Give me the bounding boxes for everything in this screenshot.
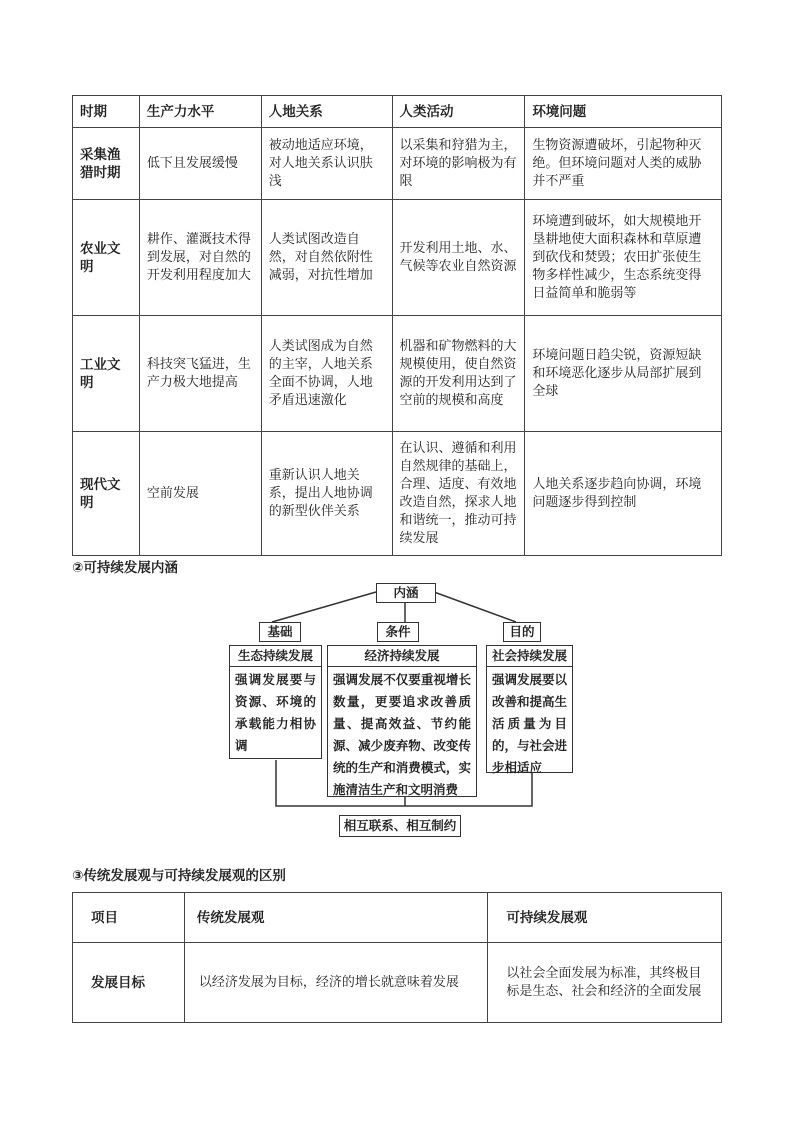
social-box-title: 社会持续发展 (487, 646, 572, 667)
ecological-box-title: 生态持续发展 (230, 646, 321, 667)
table-cell: 生物资源遭破坏，引起物种灭绝。但环境问题对人类的威胁并不严重 (525, 128, 722, 200)
economic-box-body: 强调发展不仅要重视增长数量，更要追求改善质量、提高效益、节约能源、减少废弃物、改变传统的生产和消费模式，实施清洁生产和文明消费 (333, 672, 471, 797)
table-cell: 空前发展 (139, 432, 261, 556)
header-productivity: 生产力水平 (139, 96, 261, 128)
table-cell: 低下且发展缓慢 (139, 128, 261, 200)
table-cell: 人类试图成为自然的主宰，人地关系全面不协调，人地矛盾迅速激化 (261, 316, 392, 432)
header-environment: 环境问题 (525, 96, 722, 128)
section-title-connotation: ②可持续发展内涵 (72, 560, 178, 576)
table-cell: 人地关系逐步趋向协调，环境问题逐步得到控制 (525, 432, 722, 556)
economic-box-title: 经济持续发展 (328, 646, 476, 667)
header-traditional: 传统发展观 (184, 893, 487, 943)
period-cell: 采集渔猎时期 (73, 128, 140, 200)
table-cell: 环境遭到破坏，如大规模地开垦耕地使大面积森林和草原遭到砍伐和焚毁；农田扩张使生物多样性减少，生态系统变得日益简单和脆弱等 (525, 200, 722, 316)
table-cell: 开发利用土地、水、气候等农业自然资源 (392, 200, 525, 316)
table-cell: 被动地适应环境，对人地关系认识肤浅 (261, 128, 392, 200)
section-title-comparison: ③传统发展观与可持续发展观的区别 (72, 868, 286, 884)
social-box-body: 强调发展要以改善和提高生活质量为目的，与社会进步相适应 (492, 672, 568, 775)
period-cell: 现代文明 (73, 432, 140, 556)
header-period: 时期 (73, 96, 140, 128)
diagram-root-label: 内涵 (376, 583, 436, 603)
table-header-row (73, 893, 722, 943)
connector-root-left (272, 592, 376, 622)
table-cell: 环境问题日趋尖锐，资源短缺和环境恶化逐步从局部扩展到全球 (525, 316, 722, 432)
economic-sustainability-box (327, 645, 477, 797)
table-row (73, 943, 722, 1023)
header-sustainable: 可持续发展观 (488, 893, 722, 943)
table-cell: 科技突飞猛进，生产力极大地提高 (139, 316, 261, 432)
header-human-land: 人地关系 (261, 96, 392, 128)
table-cell: 机器和矿物燃料的大规模使用，使自然资源的开发利用达到了空前的规模和高度 (392, 316, 525, 432)
social-sustainability-box (486, 645, 573, 773)
table-cell: 在认识、遵循和利用自然规律的基础上，合理、适度、有效地改造自然，探求人地和谐统一，推动可持续发展 (392, 432, 525, 556)
diagram-label-condition: 条件 (377, 622, 419, 642)
table-cell: 人类试图改造自然，对自然依附性减弱，对抗性增加 (261, 200, 392, 316)
table-cell: 重新认识人地关系，提出人地协调的新型伙伴关系 (261, 432, 392, 556)
table-cell: 以经济发展为目标，经济的增长就意味着发展 (184, 943, 487, 1023)
period-cell: 工业文明 (73, 316, 140, 432)
diagram-bottom-label: 相互联系、相互制约 (339, 815, 461, 837)
connector-root-right (434, 592, 516, 622)
ecological-box-body: 强调发展要与资源、环境的承载能力相协调 (235, 672, 316, 753)
diagram-label-basis: 基础 (259, 622, 301, 642)
diagram-label-goal: 目的 (503, 622, 541, 642)
header-item: 项目 (73, 893, 185, 943)
development-views-table (72, 892, 722, 1023)
ecological-sustainability-box (229, 645, 322, 759)
table-cell: 以社会全面发展为标准，其终极目标是生态、社会和经济的全面发展 (488, 943, 722, 1023)
period-cell: 农业文明 (73, 200, 140, 316)
header-human-activity: 人类活动 (392, 96, 525, 128)
item-cell: 发展目标 (73, 943, 185, 1023)
table-cell: 耕作、灌溉技术得到发展，对自然的开发利用程度加大 (139, 200, 261, 316)
table-cell: 以采集和狩猎为主，对环境的影响极为有限 (392, 128, 525, 200)
